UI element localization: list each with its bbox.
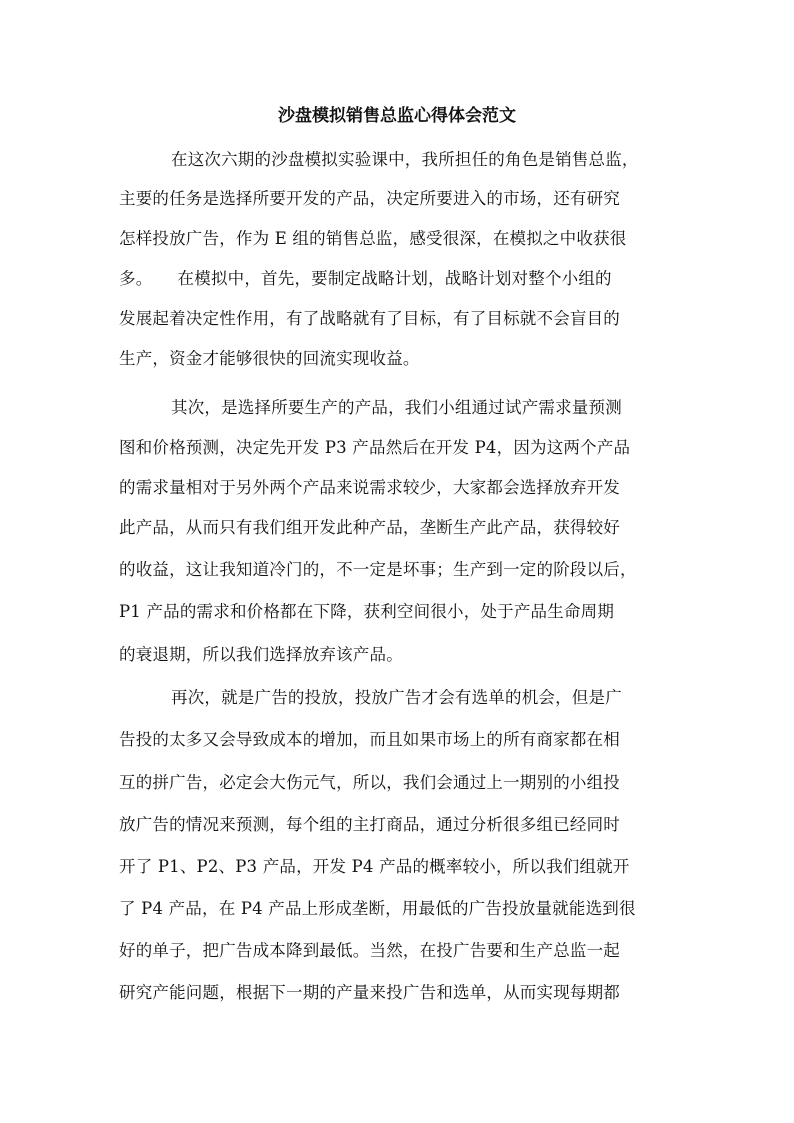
body-line: 放广告的情况来预测，每个组的主打商品，通过分析很多组已经同时 — [119, 815, 620, 834]
body-line: 的衰退期，所以我们选择放弃该产品。 — [119, 645, 403, 664]
body-line: 生产，资金才能够很快的回流实现收益。 — [119, 349, 420, 368]
body-line: 其次，是选择所要生产的产品，我们小组通过试产需求量预测 — [171, 398, 622, 417]
body-line: 此产品，从而只有我们组开发此种产品，垄断生产此产品，获得较好 — [119, 518, 620, 537]
body-line: 告投的太多又会导致成本的增加，而且如果市场上的所有商家都在相 — [119, 730, 620, 749]
body-line: 图和价格预测，决定先开发 P3 产品然后在开发 P4，因为这两个产品 — [119, 438, 631, 457]
body-line: 了 P4 产品，在 P4 产品上形成垄断，用最低的广告投放量就能选到很 — [119, 899, 636, 918]
body-line: 怎样投放广告，作为 E 组的销售总监，感受很深，在模拟之中收获很 — [119, 229, 627, 248]
body-line: 在这次六期的沙盘模拟实验课中，我所担任的角色是销售总监， — [171, 150, 639, 169]
body-line: 再次，就是广告的投放，投放广告才会有选单的机会，但是广 — [171, 688, 622, 707]
body-line: 多。 在模拟中，首先，要制定战略计划，战略计划对整个小组的 — [119, 269, 612, 288]
body-line: 主要的任务是选择所要开发的产品，决定所要进入的市场，还有研究 — [119, 189, 620, 208]
body-line: 的需求量相对于另外两个产品来说需求较少，大家都会选择放弃开发 — [119, 478, 620, 497]
body-line: 好的单子，把广告成本降到最低。当然，在投广告要和生产总监一起 — [119, 941, 620, 960]
body-line: 发展起着决定性作用，有了战略就有了目标，有了目标就不会盲目的 — [119, 309, 620, 328]
body-line: 互的拼广告，必定会大伤元气，所以，我们会通过上一期别的小组投 — [119, 773, 620, 792]
document-title: 沙盘模拟销售总监心得体会范文 — [278, 106, 516, 126]
body-line: 研究产能问题，根据下一期的产量来投广告和选单，从而实现每期都 — [119, 983, 620, 1002]
body-line: 开了 P1、P2、P3 产品，开发 P4 产品的概率较小，所以我们组就开 — [119, 857, 630, 876]
body-line: P1 产品的需求和价格都在下降，获利空间很小，处于产品生命周期 — [119, 602, 615, 621]
body-line: 的收益，这让我知道冷门的，不一定是坏事；生产到一定的阶段以后， — [119, 560, 637, 579]
